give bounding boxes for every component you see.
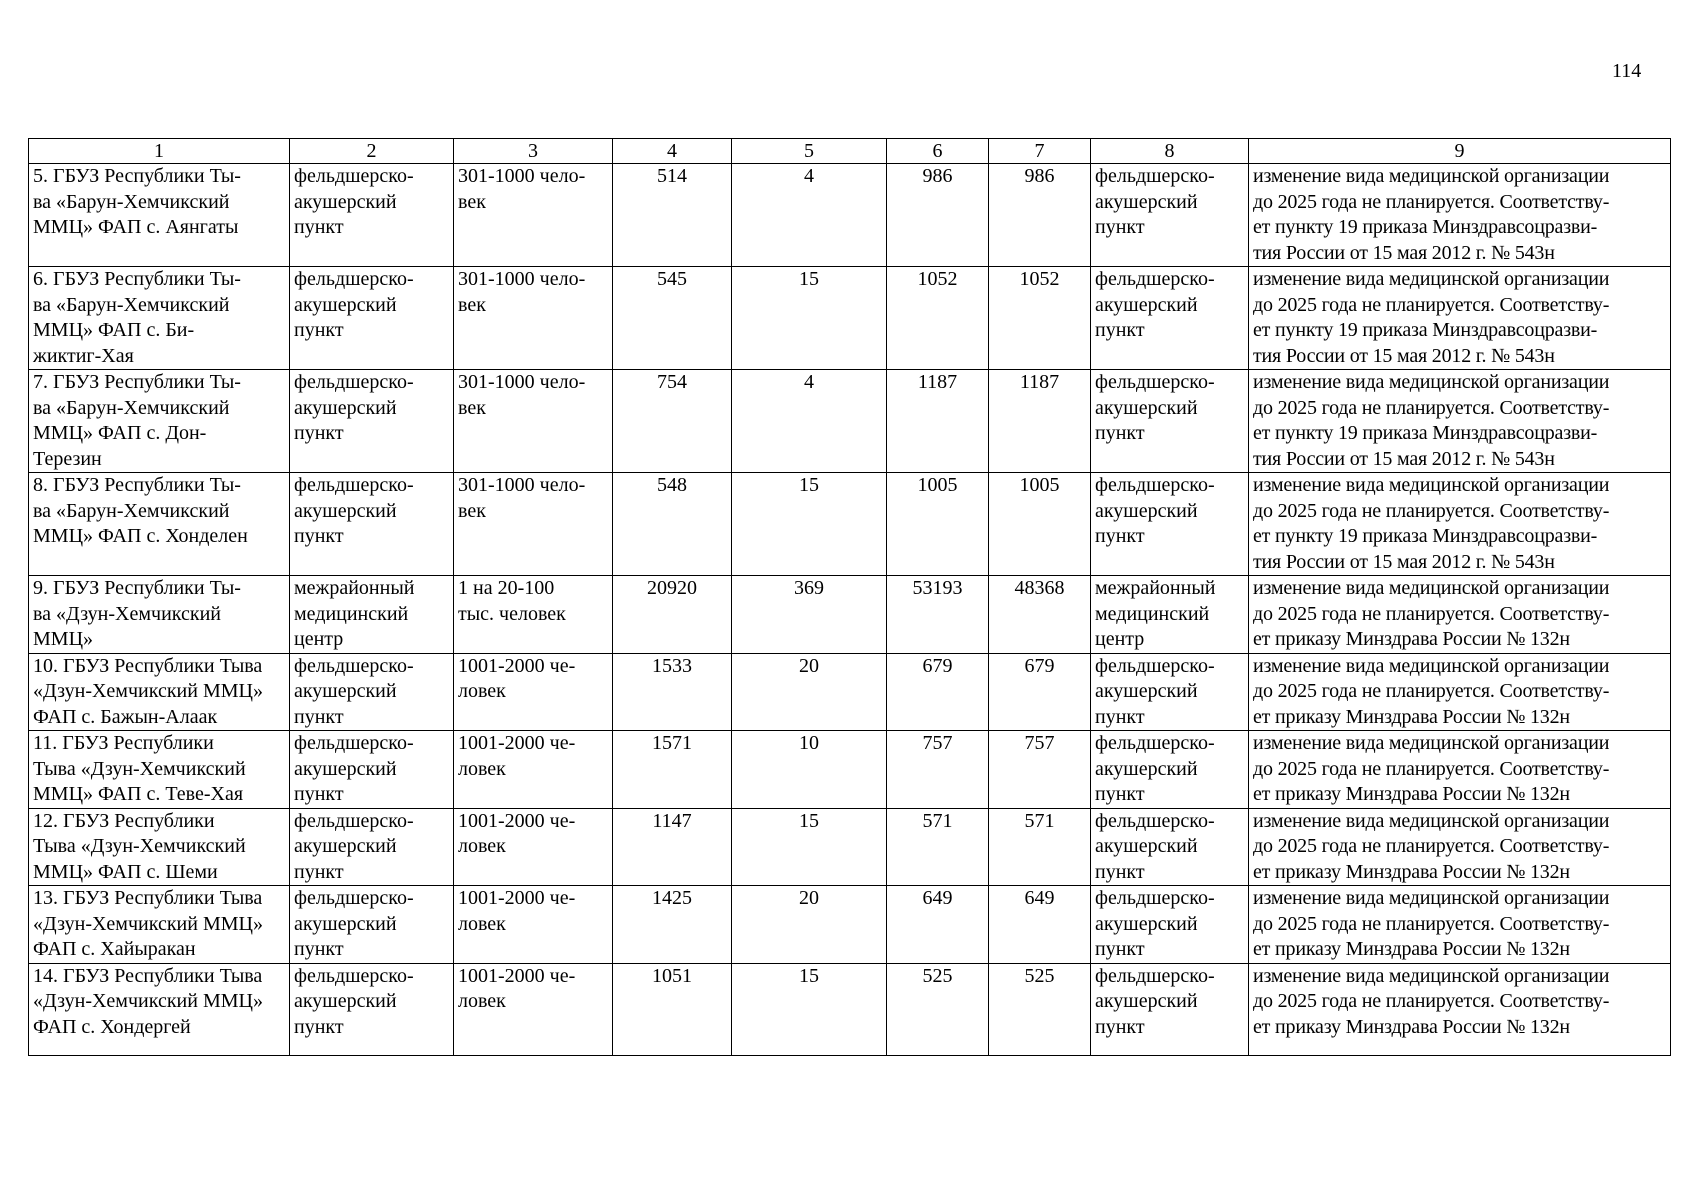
cell-text: 12. ГБУЗ Республики Тыва «Дзун-Хемчикский ММЦ» ФАП с. Шеми bbox=[33, 809, 246, 883]
cell-text: 1005 bbox=[1019, 474, 1060, 496]
facility-type-cell bbox=[290, 473, 454, 576]
value-col6-cell bbox=[887, 653, 989, 731]
value-col7-cell bbox=[989, 653, 1091, 731]
cell-text: 20 bbox=[799, 887, 819, 909]
cell-text: фельдшерско- акушерский пункт bbox=[1095, 268, 1215, 341]
cell-text: 8. ГБУЗ Республики Ты- ва «Барун-Хемчикский ММЦ» ФАП с. Хонделен bbox=[33, 474, 248, 547]
cell-text: 1005 bbox=[917, 474, 958, 496]
cell-text: 679 bbox=[1024, 654, 1055, 677]
facility-type-cell bbox=[290, 267, 454, 370]
cell-text: 13. ГБУЗ Республики Тыва «Дзун-Хемчикский ММЦ» ФАП с. Хайыракан bbox=[33, 887, 263, 960]
cell-text: 1001-2000 че- ловек bbox=[458, 809, 576, 857]
value-col5-cell bbox=[732, 267, 887, 370]
cell-text: фельдшерско- акушерский пункт bbox=[294, 887, 414, 960]
cell-text: изменение вида медицинской организации до 2025 года не планируется. Соответству- ет приказу Минздрава России № 132н bbox=[1253, 964, 1610, 1038]
target-facility-type-cell bbox=[1091, 886, 1249, 964]
table-row bbox=[29, 653, 1671, 731]
target-facility-type-cell bbox=[1091, 267, 1249, 370]
table-row bbox=[29, 164, 1671, 267]
table-row bbox=[29, 370, 1671, 473]
value-col7-cell bbox=[989, 963, 1091, 1055]
organization-name-cell bbox=[29, 164, 290, 267]
cell-text: фельдшерско- акушерский пункт bbox=[1095, 474, 1215, 547]
organization-name-cell bbox=[29, 576, 290, 654]
cell-text: 1187 bbox=[917, 371, 958, 393]
organization-name-cell bbox=[29, 653, 290, 731]
value-col5-cell bbox=[732, 164, 887, 267]
population-norm-cell bbox=[454, 731, 613, 809]
organization-name-cell bbox=[29, 808, 290, 886]
column-header: 3 bbox=[454, 139, 613, 164]
cell-text: 1001-2000 че- ловек bbox=[458, 654, 576, 702]
facility-type-cell bbox=[290, 653, 454, 731]
cell-text: 53193 bbox=[912, 577, 963, 599]
value-col4-cell bbox=[613, 164, 732, 267]
page-number: 114 bbox=[1612, 60, 1642, 82]
cell-text: фельдшерско- акушерский пункт bbox=[1095, 165, 1215, 238]
cell-text: фельдшерско- акушерский пункт bbox=[1095, 809, 1215, 883]
value-col6-cell bbox=[887, 963, 989, 1055]
cell-text: 7. ГБУЗ Республики Ты- ва «Барун-Хемчикский ММЦ» ФАП с. Дон- Терезин bbox=[33, 371, 241, 470]
value-col5-cell bbox=[732, 963, 887, 1055]
cell-text: фельдшерско- акушерский пункт bbox=[1095, 887, 1215, 960]
cell-text: фельдшерско- акушерский пункт bbox=[294, 371, 414, 444]
cell-text: 6. ГБУЗ Республики Ты- ва «Барун-Хемчикский ММЦ» ФАП с. Би- жиктиг-Хая bbox=[33, 268, 241, 367]
target-facility-type-cell bbox=[1091, 808, 1249, 886]
population-norm-cell bbox=[454, 267, 613, 370]
value-col7-cell bbox=[989, 164, 1091, 267]
cell-text: фельдшерско- акушерский пункт bbox=[294, 165, 414, 238]
cell-text: 48368 bbox=[1014, 577, 1065, 599]
cell-text: изменение вида медицинской организации до 2025 года не планируется. Соответству- ет пункту 19 приказа Минздравсоцразви- тия России от 15 мая 2012 г. № 543н bbox=[1253, 474, 1610, 573]
cell-text: 754 bbox=[657, 371, 687, 393]
cell-text: 1051 bbox=[652, 964, 692, 987]
cell-text: 1187 bbox=[1019, 371, 1060, 393]
population-norm-cell bbox=[454, 653, 613, 731]
population-norm-cell bbox=[454, 473, 613, 576]
cell-text: изменение вида медицинской организации до 2025 года не планируется. Соответству- ет приказу Минздрава России № 132н bbox=[1253, 732, 1610, 805]
value-col5-cell bbox=[732, 653, 887, 731]
table-row bbox=[29, 808, 1671, 886]
cell-text: 1052 bbox=[917, 268, 958, 290]
column-header: 4 bbox=[613, 139, 732, 164]
cell-text: 301-1000 чело- век bbox=[458, 371, 586, 419]
organization-name-cell bbox=[29, 370, 290, 473]
value-col6-cell bbox=[887, 164, 989, 267]
cell-text: фельдшерско- акушерский пункт bbox=[1095, 964, 1215, 1038]
population-norm-cell bbox=[454, 370, 613, 473]
cell-text: изменение вида медицинской организации до 2025 года не планируется. Соответству- ет пункту 19 приказа Минздравсоцразви- тия России от 15 мая 2012 г. № 543н bbox=[1253, 371, 1610, 470]
value-col5-cell bbox=[732, 886, 887, 964]
value-col6-cell bbox=[887, 731, 989, 809]
target-facility-type-cell bbox=[1091, 473, 1249, 576]
organization-name-cell bbox=[29, 267, 290, 370]
column-header: 1 bbox=[29, 139, 290, 164]
cell-text: фельдшерско- акушерский пункт bbox=[294, 268, 414, 341]
cell-text: 4 bbox=[804, 371, 814, 393]
value-col6-cell bbox=[887, 576, 989, 654]
comment-cell bbox=[1249, 808, 1671, 886]
comment-cell bbox=[1249, 164, 1671, 267]
target-facility-type-cell bbox=[1091, 370, 1249, 473]
comment-cell bbox=[1249, 267, 1671, 370]
value-col6-cell bbox=[887, 886, 989, 964]
value-col7-cell bbox=[989, 731, 1091, 809]
facility-type-cell bbox=[290, 808, 454, 886]
cell-text: 986 bbox=[1024, 165, 1055, 187]
value-col6-cell bbox=[887, 808, 989, 886]
cell-text: 525 bbox=[1024, 964, 1055, 987]
cell-text: межрайонный медицинский центр bbox=[1095, 577, 1216, 650]
cell-text: 649 bbox=[1024, 887, 1055, 909]
target-facility-type-cell bbox=[1091, 164, 1249, 267]
organization-name-cell bbox=[29, 731, 290, 809]
value-col7-cell bbox=[989, 370, 1091, 473]
target-facility-type-cell bbox=[1091, 963, 1249, 1055]
value-col4-cell bbox=[613, 886, 732, 964]
cell-text: 301-1000 чело- век bbox=[458, 474, 586, 522]
value-col6-cell bbox=[887, 473, 989, 576]
column-header: 8 bbox=[1091, 139, 1249, 164]
target-facility-type-cell bbox=[1091, 731, 1249, 809]
facility-type-cell bbox=[290, 886, 454, 964]
population-norm-cell bbox=[454, 164, 613, 267]
value-col4-cell bbox=[613, 473, 732, 576]
cell-text: 757 bbox=[1024, 732, 1055, 754]
facility-type-cell bbox=[290, 731, 454, 809]
cell-text: 548 bbox=[657, 474, 687, 496]
population-norm-cell bbox=[454, 576, 613, 654]
facility-type-cell bbox=[290, 576, 454, 654]
table-row bbox=[29, 473, 1671, 576]
cell-text: 986 bbox=[922, 165, 953, 187]
organization-name-cell bbox=[29, 963, 290, 1055]
cell-text: изменение вида медицинской организации до 2025 года не планируется. Соответству- ет приказу Минздрава России № 132н bbox=[1253, 887, 1610, 960]
value-col5-cell bbox=[732, 473, 887, 576]
value-col7-cell bbox=[989, 267, 1091, 370]
value-col4-cell bbox=[613, 370, 732, 473]
value-col5-cell bbox=[732, 808, 887, 886]
cell-text: 1571 bbox=[652, 732, 692, 754]
comment-cell bbox=[1249, 370, 1671, 473]
value-col6-cell bbox=[887, 370, 989, 473]
cell-text: межрайонный медицинский центр bbox=[294, 577, 415, 650]
cell-text: 1001-2000 че- ловек bbox=[458, 887, 576, 935]
cell-text: 1001-2000 че- ловек bbox=[458, 732, 576, 780]
population-norm-cell bbox=[454, 886, 613, 964]
cell-text: 525 bbox=[922, 964, 953, 987]
table-row bbox=[29, 886, 1671, 964]
organization-name-cell bbox=[29, 473, 290, 576]
cell-text: фельдшерско- акушерский пункт bbox=[294, 964, 414, 1038]
cell-text: 679 bbox=[922, 654, 953, 677]
value-col4-cell bbox=[613, 808, 732, 886]
column-header: 7 bbox=[989, 139, 1091, 164]
value-col4-cell bbox=[613, 731, 732, 809]
cell-text: 514 bbox=[657, 165, 687, 187]
cell-text: фельдшерско- акушерский пункт bbox=[1095, 732, 1215, 805]
value-col4-cell bbox=[613, 653, 732, 731]
cell-text: 1425 bbox=[652, 887, 692, 909]
cell-text: 757 bbox=[922, 732, 953, 754]
cell-text: 11. ГБУЗ Республики Тыва «Дзун-Хемчикский ММЦ» ФАП с. Теве-Хая bbox=[33, 732, 246, 805]
cell-text: изменение вида медицинской организации до 2025 года не планируется. Соответству- ет пункту 19 приказа Минздравсоцразви- тия России от 15 мая 2012 г. № 543н bbox=[1253, 165, 1610, 264]
cell-text: 649 bbox=[922, 887, 953, 909]
cell-text: 1147 bbox=[652, 809, 692, 832]
cell-text: 20 bbox=[799, 654, 819, 677]
comment-cell bbox=[1249, 473, 1671, 576]
value-col7-cell bbox=[989, 473, 1091, 576]
table-row bbox=[29, 576, 1671, 654]
cell-text: 15 bbox=[799, 964, 819, 987]
population-norm-cell bbox=[454, 963, 613, 1055]
cell-text: изменение вида медицинской организации до 2025 года не планируется. Соответству- ет приказу Минздрава России № 132н bbox=[1253, 654, 1610, 728]
medical-organizations-table bbox=[28, 138, 1671, 1056]
cell-text: 15 bbox=[799, 474, 819, 496]
cell-text: 571 bbox=[1024, 809, 1055, 832]
facility-type-cell bbox=[290, 370, 454, 473]
cell-text: 1052 bbox=[1019, 268, 1060, 290]
cell-text: фельдшерско- акушерский пункт bbox=[1095, 654, 1215, 728]
cell-text: изменение вида медицинской организации до 2025 года не планируется. Соответству- ет приказу Минздрава России № 132н bbox=[1253, 577, 1610, 650]
column-header: 2 bbox=[290, 139, 454, 164]
column-header: 9 bbox=[1249, 139, 1671, 164]
cell-text: изменение вида медицинской организации до 2025 года не планируется. Соответству- ет приказу Минздрава России № 132н bbox=[1253, 809, 1610, 883]
value-col7-cell bbox=[989, 808, 1091, 886]
header-row bbox=[29, 139, 1671, 164]
value-col7-cell bbox=[989, 886, 1091, 964]
column-header: 6 bbox=[887, 139, 989, 164]
population-norm-cell bbox=[454, 808, 613, 886]
value-col7-cell bbox=[989, 576, 1091, 654]
comment-cell bbox=[1249, 886, 1671, 964]
cell-text: фельдшерско- акушерский пункт bbox=[294, 654, 414, 728]
cell-text: 1001-2000 че- ловек bbox=[458, 964, 576, 1012]
organization-name-cell bbox=[29, 886, 290, 964]
table-row bbox=[29, 731, 1671, 809]
value-col5-cell bbox=[732, 576, 887, 654]
cell-text: 1533 bbox=[652, 654, 692, 677]
cell-text: 1 на 20-100 тыс. человек bbox=[458, 577, 566, 625]
cell-text: 14. ГБУЗ Республики Тыва «Дзун-Хемчикский ММЦ» ФАП с. Хондергей bbox=[33, 964, 263, 1038]
cell-text: 15 bbox=[799, 809, 819, 832]
cell-text: 571 bbox=[922, 809, 953, 832]
value-col5-cell bbox=[732, 731, 887, 809]
cell-text: 9. ГБУЗ Республики Ты- ва «Дзун-Хемчикский ММЦ» bbox=[33, 577, 241, 650]
table-row bbox=[29, 267, 1671, 370]
column-header: 5 bbox=[732, 139, 887, 164]
cell-text: 20920 bbox=[647, 577, 697, 599]
cell-text: 4 bbox=[804, 165, 814, 187]
table-row bbox=[29, 963, 1671, 1055]
comment-cell bbox=[1249, 653, 1671, 731]
facility-type-cell bbox=[290, 164, 454, 267]
cell-text: изменение вида медицинской организации до 2025 года не планируется. Соответству- ет пункту 19 приказа Минздравсоцразви- тия России от 15 мая 2012 г. № 543н bbox=[1253, 268, 1610, 367]
cell-text: фельдшерско- акушерский пункт bbox=[1095, 371, 1215, 444]
cell-text: 10 bbox=[799, 732, 819, 754]
cell-text: 369 bbox=[794, 577, 824, 599]
cell-text: 10. ГБУЗ Республики Тыва «Дзун-Хемчикский ММЦ» ФАП с. Бажын-Алаак bbox=[33, 654, 263, 728]
value-col4-cell bbox=[613, 267, 732, 370]
cell-text: фельдшерско- акушерский пункт bbox=[294, 809, 414, 883]
target-facility-type-cell bbox=[1091, 576, 1249, 654]
facility-type-cell bbox=[290, 963, 454, 1055]
comment-cell bbox=[1249, 731, 1671, 809]
target-facility-type-cell bbox=[1091, 653, 1249, 731]
cell-text: фельдшерско- акушерский пункт bbox=[294, 732, 414, 805]
cell-text: фельдшерско- акушерский пункт bbox=[294, 474, 414, 547]
value-col6-cell bbox=[887, 267, 989, 370]
cell-text: 545 bbox=[657, 268, 687, 290]
cell-text: 301-1000 чело- век bbox=[458, 165, 586, 213]
value-col4-cell bbox=[613, 963, 732, 1055]
cell-text: 5. ГБУЗ Республики Ты- ва «Барун-Хемчикский ММЦ» ФАП с. Аянгаты bbox=[33, 165, 241, 238]
comment-cell bbox=[1249, 963, 1671, 1055]
comment-cell bbox=[1249, 576, 1671, 654]
cell-text: 301-1000 чело- век bbox=[458, 268, 586, 316]
value-col4-cell bbox=[613, 576, 732, 654]
value-col5-cell bbox=[732, 370, 887, 473]
cell-text: 15 bbox=[799, 268, 819, 290]
